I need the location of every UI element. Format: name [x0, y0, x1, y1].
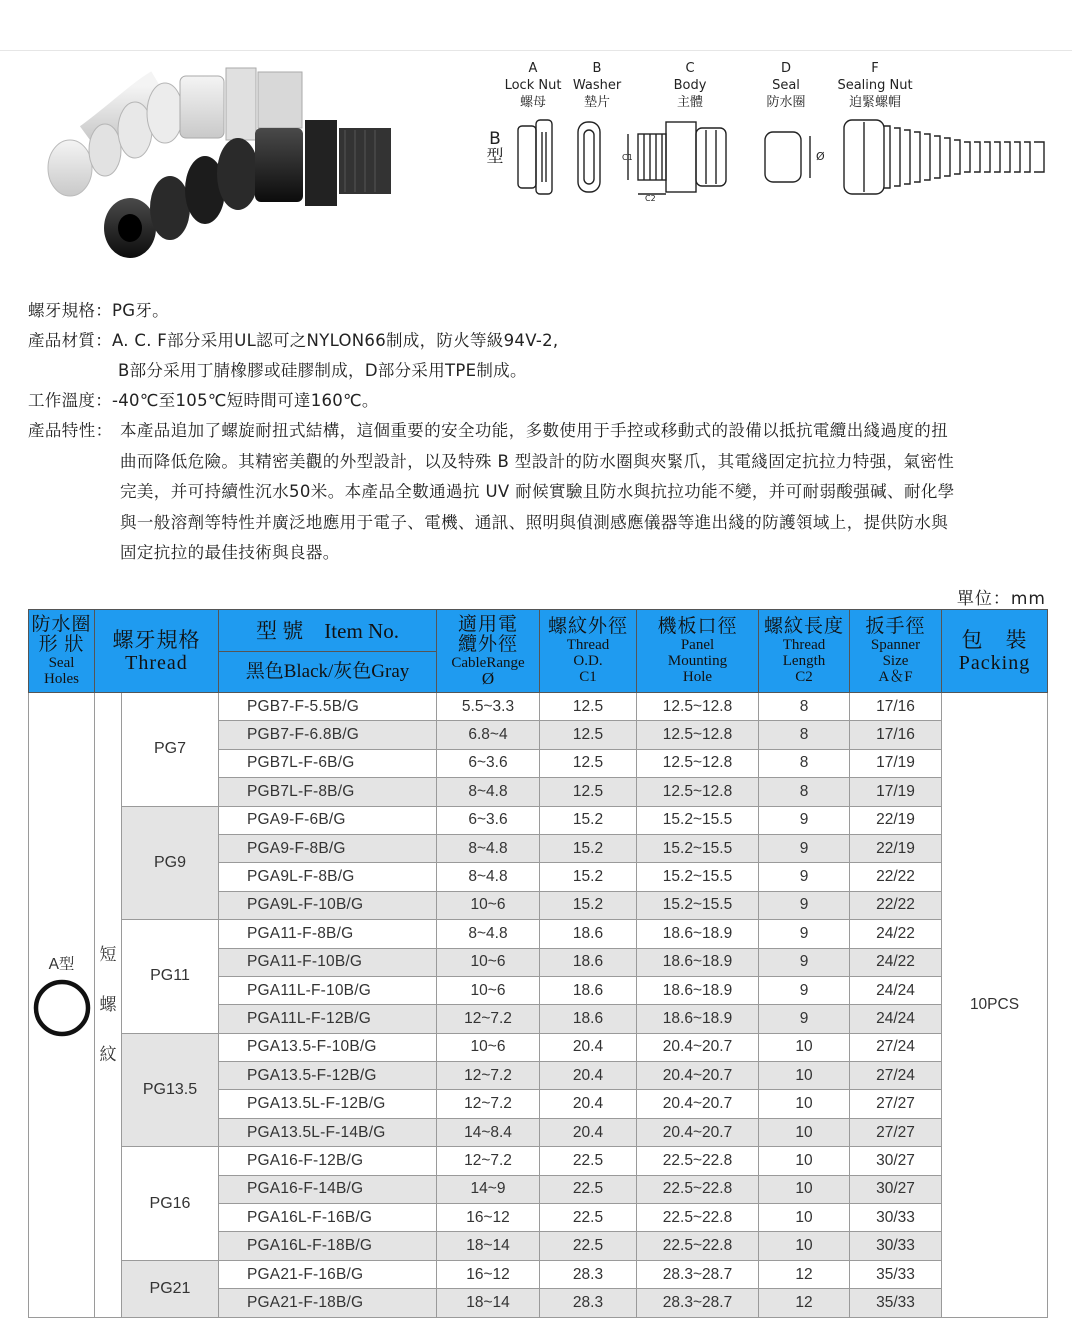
cell-od: 20.4: [540, 1033, 637, 1061]
cell-len: 9: [759, 1005, 850, 1033]
cell-cable: 14~9: [437, 1175, 540, 1203]
top-divider: [0, 50, 1072, 51]
cell-od: 18.6: [540, 976, 637, 1004]
unit-label: 單位：mm: [956, 589, 1046, 609]
cell-od: 20.4: [540, 1118, 637, 1146]
cell-panel: 18.6~18.9: [637, 976, 759, 1004]
cell-len: 8: [759, 721, 850, 749]
table-row: [29, 1033, 1048, 1061]
cell-item: PGB7L-F-6B/G: [219, 749, 437, 777]
cell-cable: 6.8~4: [437, 721, 540, 749]
table-row: [29, 920, 1048, 948]
cell-panel: 15.2~15.5: [637, 834, 759, 862]
cell-item: PGA21-F-16B/G: [219, 1260, 437, 1288]
cell-od: 15.2: [540, 891, 637, 919]
cell-panel: 12.5~12.8: [637, 778, 759, 806]
seal-drawing: [765, 132, 810, 182]
cell-od: 15.2: [540, 863, 637, 891]
cell-panel: 20.4~20.7: [637, 1062, 759, 1090]
cell-span: 27/24: [850, 1062, 942, 1090]
cell-item: PGA21-F-18B/G: [219, 1289, 437, 1317]
cell-item: PGB7-F-5.5B/G: [219, 693, 437, 721]
cell-od: 15.2: [540, 834, 637, 862]
cell-panel: 18.6~18.9: [637, 948, 759, 976]
cell-span: 30/33: [850, 1204, 942, 1232]
cell-cable: 5.5~3.3: [437, 693, 540, 721]
cell-len: 9: [759, 891, 850, 919]
header-od: 螺紋外徑 Thread O.D. C1: [540, 610, 637, 693]
part-label-sealing-nut: F Sealing Nut 迫緊螺帽: [837, 61, 913, 110]
cell-item: PGA13.5L-F-14B/G: [219, 1118, 437, 1146]
cell-len: 10: [759, 1232, 850, 1260]
cell-item: PGA9-F-6B/G: [219, 806, 437, 834]
cell-len: 12: [759, 1289, 850, 1317]
cell-len: 10: [759, 1118, 850, 1146]
cell-len: 12: [759, 1260, 850, 1288]
seal-type-label: A型: [48, 955, 75, 973]
cell-od: 22.5: [540, 1175, 637, 1203]
cell-panel: 15.2~15.5: [637, 891, 759, 919]
spec-material: 產品材質：A. C. F部分采用UL認可之NYLON66制成，防火等級94V-2,: [28, 331, 559, 350]
cell-od: 28.3: [540, 1260, 637, 1288]
cell-panel: 28.3~28.7: [637, 1260, 759, 1288]
cell-span: 24/24: [850, 976, 942, 1004]
cell-len: 10: [759, 1033, 850, 1061]
spec-thread: 螺牙規格：PG牙。: [28, 301, 169, 320]
cell-od: 12.5: [540, 749, 637, 777]
cell-item: PGA13.5L-F-12B/G: [219, 1090, 437, 1118]
cell-od: 22.5: [540, 1232, 637, 1260]
cell-len: 9: [759, 863, 850, 891]
cell-od: 15.2: [540, 806, 637, 834]
cell-span: 24/22: [850, 920, 942, 948]
cell-len: 9: [759, 834, 850, 862]
thread-size-cell: PG7: [122, 693, 219, 807]
cell-item: PGA13.5-F-12B/G: [219, 1062, 437, 1090]
cell-panel: 22.5~22.8: [637, 1204, 759, 1232]
cell-span: 17/16: [850, 721, 942, 749]
c2-label: C2: [645, 194, 656, 202]
cell-len: 10: [759, 1090, 850, 1118]
cell-panel: 20.4~20.7: [637, 1090, 759, 1118]
cell-span: 30/27: [850, 1175, 942, 1203]
cell-item: PGA11L-F-12B/G: [219, 1005, 437, 1033]
table-row: [29, 1260, 1048, 1288]
cell-panel: 18.6~18.9: [637, 1005, 759, 1033]
cell-item: PGA9L-F-8B/G: [219, 863, 437, 891]
cell-item: PGA16L-F-16B/G: [219, 1204, 437, 1232]
cell-cable: 8~4.8: [437, 834, 540, 862]
cell-span: 22/22: [850, 891, 942, 919]
cell-span: 27/27: [850, 1118, 942, 1146]
cell-item: PGA13.5-F-10B/G: [219, 1033, 437, 1061]
cell-cable: 16~12: [437, 1260, 540, 1288]
table-row: [29, 1147, 1048, 1175]
cell-len: 9: [759, 976, 850, 1004]
part-label-body: C Body 主體: [673, 61, 707, 110]
cell-cable: 16~12: [437, 1204, 540, 1232]
seal-type-cell: [29, 693, 95, 1318]
part-label-seal: D Seal 防水圈: [766, 61, 806, 110]
cell-cable: 8~4.8: [437, 863, 540, 891]
cell-panel: 15.2~15.5: [637, 863, 759, 891]
cell-item: PGB7-F-6.8B/G: [219, 721, 437, 749]
cell-len: 10: [759, 1204, 850, 1232]
cell-od: 22.5: [540, 1147, 637, 1175]
cell-panel: 22.5~22.8: [637, 1147, 759, 1175]
cell-span: 24/22: [850, 948, 942, 976]
spec-temperature: 工作溫度：-40℃至105℃短時間可達160℃。: [28, 391, 379, 410]
header-cable: 適用電 纜外徑 CableRange Ø: [437, 610, 540, 693]
thread-type-char: 紋: [99, 1044, 117, 1064]
cell-len: 9: [759, 806, 850, 834]
cell-panel: 22.5~22.8: [637, 1232, 759, 1260]
cell-panel: 12.5~12.8: [637, 693, 759, 721]
thread-type-char: 螺: [99, 994, 117, 1014]
cell-span: 17/19: [850, 778, 942, 806]
cell-od: 18.6: [540, 948, 637, 976]
part-label-washer: B Washer 墊片: [572, 61, 622, 110]
cell-span: 22/19: [850, 806, 942, 834]
cell-len: 8: [759, 693, 850, 721]
product-photo: [30, 58, 400, 278]
cell-cable: 18~14: [437, 1232, 540, 1260]
spec-table: [28, 609, 1048, 1318]
cell-span: 27/24: [850, 1033, 942, 1061]
cell-od: 12.5: [540, 721, 637, 749]
cell-span: 30/27: [850, 1147, 942, 1175]
cell-item: PGA16-F-14B/G: [219, 1175, 437, 1203]
exploded-diagram: [510, 112, 1060, 202]
cell-od: 12.5: [540, 778, 637, 806]
cell-item: PGA9-F-8B/G: [219, 834, 437, 862]
cell-cable: 18~14: [437, 1289, 540, 1317]
header-spanner: 扳手徑 Spanner Size A＆F: [850, 610, 942, 693]
cell-item: PGA11-F-10B/G: [219, 948, 437, 976]
cell-od: 28.3: [540, 1289, 637, 1317]
cell-cable: 10~6: [437, 891, 540, 919]
cell-len: 8: [759, 778, 850, 806]
body-drawing: [628, 122, 726, 194]
cell-cable: 8~4.8: [437, 920, 540, 948]
cell-span: 35/33: [850, 1260, 942, 1288]
cell-od: 20.4: [540, 1090, 637, 1118]
table-header-row: [29, 610, 1048, 693]
cell-span: 24/24: [850, 1005, 942, 1033]
cell-span: 27/27: [850, 1090, 942, 1118]
cell-cable: 12~7.2: [437, 1005, 540, 1033]
packing-cell: 10PCS: [942, 693, 1048, 1318]
cell-od: 20.4: [540, 1062, 637, 1090]
feature-line: 固定抗拉的最佳技術與良器。: [120, 543, 340, 562]
cell-od: 18.6: [540, 1005, 637, 1033]
thread-size-cell: PG9: [122, 806, 219, 920]
cell-panel: 28.3~28.7: [637, 1289, 759, 1317]
cell-cable: 12~7.2: [437, 1090, 540, 1118]
cell-len: 9: [759, 948, 850, 976]
cell-span: 17/16: [850, 693, 942, 721]
header-item: 型 號 Item No. 黑色Black/灰色Gray: [219, 610, 437, 693]
cell-cable: 12~7.2: [437, 1147, 540, 1175]
o-ring-icon: [32, 978, 92, 1038]
cell-item: PGA16-F-12B/G: [219, 1147, 437, 1175]
part-label-lock-nut: A Lock Nut 螺母: [504, 61, 562, 110]
cell-cable: 10~6: [437, 976, 540, 1004]
cell-item: PGA11-F-8B/G: [219, 920, 437, 948]
thread-type-char: 短: [99, 944, 117, 964]
spec-material-line2: B部分采用丁腈橡膠或硅膠制成，D部分采用TPE制成。: [118, 361, 527, 380]
cell-panel: 18.6~18.9: [637, 920, 759, 948]
cell-panel: 20.4~20.7: [637, 1033, 759, 1061]
cell-item: PGB7L-F-8B/G: [219, 778, 437, 806]
lock-nut-drawing: [518, 120, 552, 194]
cell-item: PGA16L-F-18B/G: [219, 1232, 437, 1260]
diagram-type-label: B型: [486, 129, 504, 167]
cell-len: 10: [759, 1175, 850, 1203]
cell-panel: 12.5~12.8: [637, 749, 759, 777]
header-thread: 螺牙規格 Thread: [95, 610, 219, 693]
table-row: [29, 693, 1048, 721]
sealing-nut-drawing: [844, 120, 1044, 194]
cell-span: 17/19: [850, 749, 942, 777]
cell-cable: 12~7.2: [437, 1062, 540, 1090]
cell-cable: 6~3.6: [437, 806, 540, 834]
cell-panel: 15.2~15.5: [637, 806, 759, 834]
cell-panel: 12.5~12.8: [637, 721, 759, 749]
header-packing: 包 裝 Packing: [942, 610, 1048, 693]
cell-span: 30/33: [850, 1232, 942, 1260]
header-length: 螺紋長度 Thread Length C2: [759, 610, 850, 693]
cell-len: 9: [759, 920, 850, 948]
cell-len: 10: [759, 1062, 850, 1090]
cell-item: PGA11L-F-10B/G: [219, 976, 437, 1004]
cell-cable: 10~6: [437, 948, 540, 976]
table-row: [29, 806, 1048, 834]
thread-size-cell: PG13.5: [122, 1033, 219, 1147]
cell-od: 18.6: [540, 920, 637, 948]
cell-cable: 6~3.6: [437, 749, 540, 777]
diameter-label: Ø: [816, 150, 825, 163]
feature-line: 曲而降低危險。其精密美觀的外型設計，以及特殊 B 型設計的防水圈與夾緊爪，其電綫固定抗拉力特强，氣密性: [120, 451, 955, 471]
thread-type-cell: [95, 693, 122, 1318]
cell-od: 12.5: [540, 693, 637, 721]
cell-len: 8: [759, 749, 850, 777]
cell-span: 22/19: [850, 834, 942, 862]
thread-size-cell: PG11: [122, 920, 219, 1034]
cell-od: 22.5: [540, 1204, 637, 1232]
feature-line: 本產品追加了螺旋耐扭式結構，這個重要的安全功能，多數使用于手控或移動式的設備以抵抗電纜出綫過度的扭: [120, 421, 949, 440]
cell-span: 22/22: [850, 863, 942, 891]
cell-item: PGA9L-F-10B/G: [219, 891, 437, 919]
cell-panel: 22.5~22.8: [637, 1175, 759, 1203]
cell-panel: 20.4~20.7: [637, 1118, 759, 1146]
feature-line: 完美，并可持續性沉水50米。本產品全數通過抗 UV 耐候實驗且防水與抗拉功能不變，并可耐弱酸强碱、耐化學: [120, 482, 955, 501]
header-panel: 機板口徑 Panel Mounting Hole: [637, 610, 759, 693]
header-seal: 防水圈 形 狀 Seal Holes: [29, 610, 95, 693]
table-body: [29, 693, 1048, 1318]
washer-drawing: [578, 122, 600, 192]
cell-span: 35/33: [850, 1289, 942, 1317]
feature-line: 與一般溶劑等特性并廣泛地應用于電子、電機、通訊、照明與偵測感應儀器等進出綫的防護領域上，提供防水與: [120, 512, 949, 532]
c1-label: C1: [622, 153, 633, 162]
cell-cable: 10~6: [437, 1033, 540, 1061]
thread-size-cell: PG16: [122, 1147, 219, 1261]
cell-cable: 8~4.8: [437, 778, 540, 806]
cell-len: 10: [759, 1147, 850, 1175]
cell-cable: 14~8.4: [437, 1118, 540, 1146]
thread-size-cell: PG21: [122, 1260, 219, 1317]
